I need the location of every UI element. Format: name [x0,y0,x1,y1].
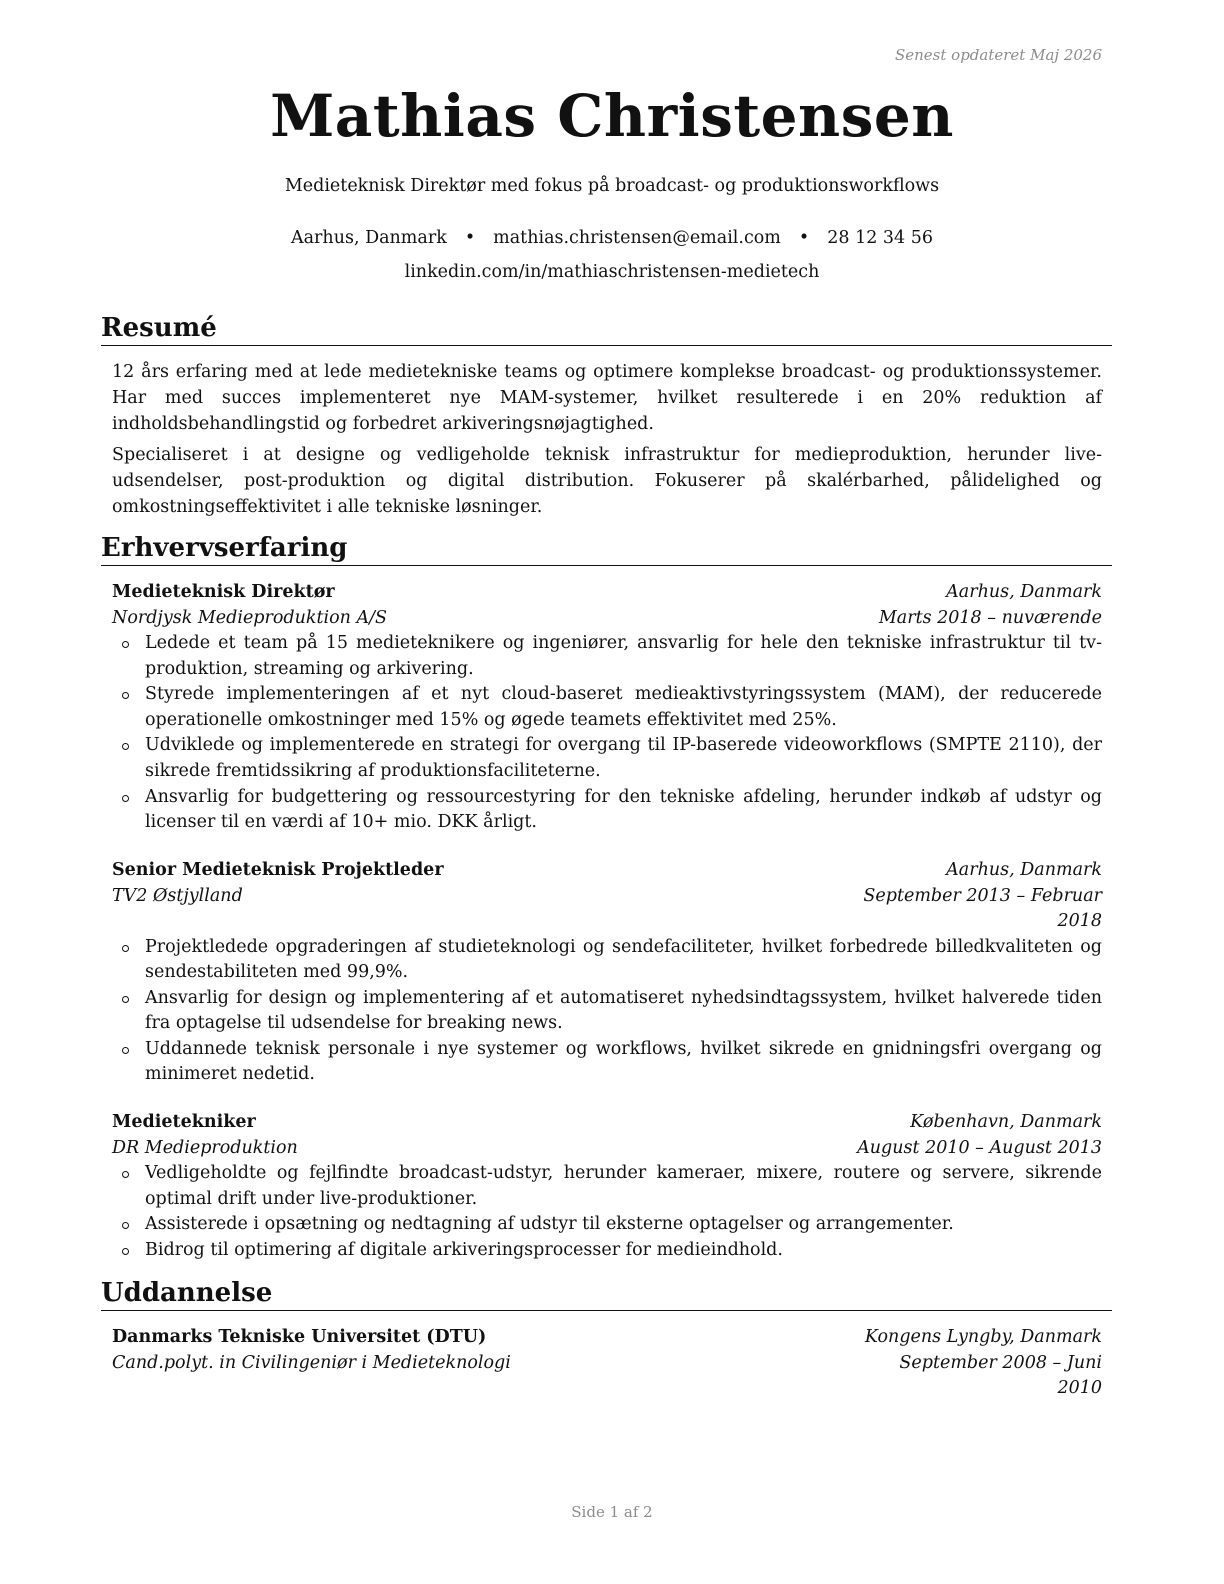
list-item [112,785,1102,836]
job-role: Medietekniker [112,1112,256,1132]
education-location: Kongens Lyngby, Danmark [864,1327,1102,1347]
candidate-name: Mathias Christensen [270,82,954,150]
list-item [112,682,1102,733]
section-title-education: Uddannelse [101,1278,1112,1311]
job-organization: Nordjysk Medieproduktion A/S [112,607,388,628]
linkedin-link[interactable]: linkedin.com/in/mathiaschristensen-medietech [404,262,820,282]
contact-location: Aarhus, Danmark [290,228,447,248]
bullet-text: Uddannede teknisk personale i nye systemer og workflows, hvilket sikrede en gnidningsfri overgang og minimeret nedetid. [145,1038,1102,1085]
job-bullets [112,935,1102,1089]
section-title-summary: Resumé [101,313,1112,346]
job-dates: September 2013 – Februar 2018 [863,885,1102,931]
list-item [112,631,1102,682]
job-dates: August 2010 – August 2013 [857,1137,1102,1158]
contact-line [0,228,1224,248]
section-title-experience: Erhvervserfaring [101,533,1112,566]
page-number: Side 1 af 2 [571,1503,653,1521]
headline: Medieteknisk Direktør med fokus på broadcast- og produktionsworkflows [284,176,940,196]
last-updated: Senest opdateret Maj 2026 [894,46,1102,64]
bullet-text: Styrede implementeringen af et nyt cloud-baseret medieaktivstyringssystem (MAM), der reducerede operationelle omkostninger med 15% og øgede teamets effektivitet med 25%. [145,684,1102,730]
education-entry [112,1325,1102,1402]
bullet-text: Assisterede i opsætning og nedtagning af udstyr til eksterne optagelser og arrangementer. [145,1214,954,1235]
contact-separator: • [464,228,476,248]
job-bullets [112,631,1102,836]
job-entry [112,1110,1102,1263]
bullet-circle-icon [122,996,129,1003]
bullet-text: Udviklede og implementerede en strategi for overgang til IP-baserede videoworkflows (SMPTE 2110), der sikrede fremtidssikring af produktionsfaciliteterne. [145,735,1102,781]
bullet-circle-icon [122,795,129,802]
bullet-circle-icon [122,1047,129,1054]
summary-paragraph: 12 års erfaring med at lede medietekniske teams og optimere komplekse broadcast- og produktionssystemer. Har med succes implementeret nye MAM-systemer, hvilket resulterede i en 20% reduktion af indholdsbehandlingstid og forbedret arkiveringsnøjagtighed. [112,362,1102,434]
bullet-text: Projektledede opgraderingen af studieteknologi og sendefaciliteter, hvilket forbedrede billedkvaliteten og sendestabiliteten med 99,9%. [145,936,1102,983]
contact-separator: • [798,228,810,248]
contact-phone: 28 12 34 56 [827,228,933,248]
job-role: Senior Medieteknisk Projektleder [112,860,444,880]
list-item [112,733,1102,784]
job-dates: Marts 2018 – nuværende [878,607,1102,628]
bullet-circle-icon [122,1248,129,1255]
education-dates: September 2008 – Juni 2010 [899,1352,1102,1398]
job-role: Medieteknisk Direktør [112,582,335,602]
list-item [112,1212,1102,1238]
job-location: Aarhus, Danmark [946,860,1102,880]
bullet-circle-icon [122,1222,129,1229]
list-item [112,935,1102,986]
education-degree: Cand.polyt. in Civilingeniør i Medieteknologi [112,1352,511,1373]
job-organization: DR Medieproduktion [112,1137,298,1158]
list-item [112,1161,1102,1212]
bullet-circle-icon [122,1171,129,1178]
bullet-circle-icon [122,945,129,952]
bullet-text: Bidrog til optimering af digitale arkiveringsprocesser for medieindhold. [145,1239,783,1260]
job-entry [112,858,1102,1088]
bullet-text: Ansvarlig for budgettering og ressourcestyring for den tekniske afdeling, herunder indkøb af udstyr og licenser til en værdi af 10+ mio. DKK årligt. [145,786,1102,833]
bullet-text: Ledede et team på 15 medieteknikere og ingeniører, ansvarlig for hele den tekniske infrastruktur til tv-produktion, streaming og arkivering. [145,633,1102,679]
job-entry [112,580,1102,836]
bullet-circle-icon [122,692,129,699]
list-item [112,986,1102,1037]
contact-email[interactable]: mathias.christensen@email.com [493,228,781,248]
list-item [112,1037,1102,1088]
job-location: København, Danmark [910,1112,1102,1132]
job-location: Aarhus, Danmark [946,582,1102,602]
summary-paragraph: Specialiseret i at designe og vedligeholde teknisk infrastruktur for medieproduktion, herunder live-udsendelser, post-produktion og digital distribution. Fokuserer på skalérbarhed, pålidelighed og omkostningseffektivitet i alle tekniske løsninger. [112,445,1102,517]
bullet-text: Ansvarlig for design og implementering af et automatiseret nyhedsindtagssystem, hvilket halverede tiden fra optagelse til udsendelse for breaking news. [145,987,1102,1034]
bullet-circle-icon [122,641,129,648]
bullet-circle-icon [122,743,129,750]
list-item [112,1238,1102,1264]
job-bullets [112,1161,1102,1263]
education-school: Danmarks Tekniske Universitet (DTU) [112,1327,487,1347]
bullet-text: Vedligeholdte og fejlfindte broadcast-udstyr, herunder kameraer, mixere, routere og servere, sikrende optimal drift under live-produktioner. [145,1163,1102,1209]
job-organization: TV2 Østjylland [112,885,243,906]
